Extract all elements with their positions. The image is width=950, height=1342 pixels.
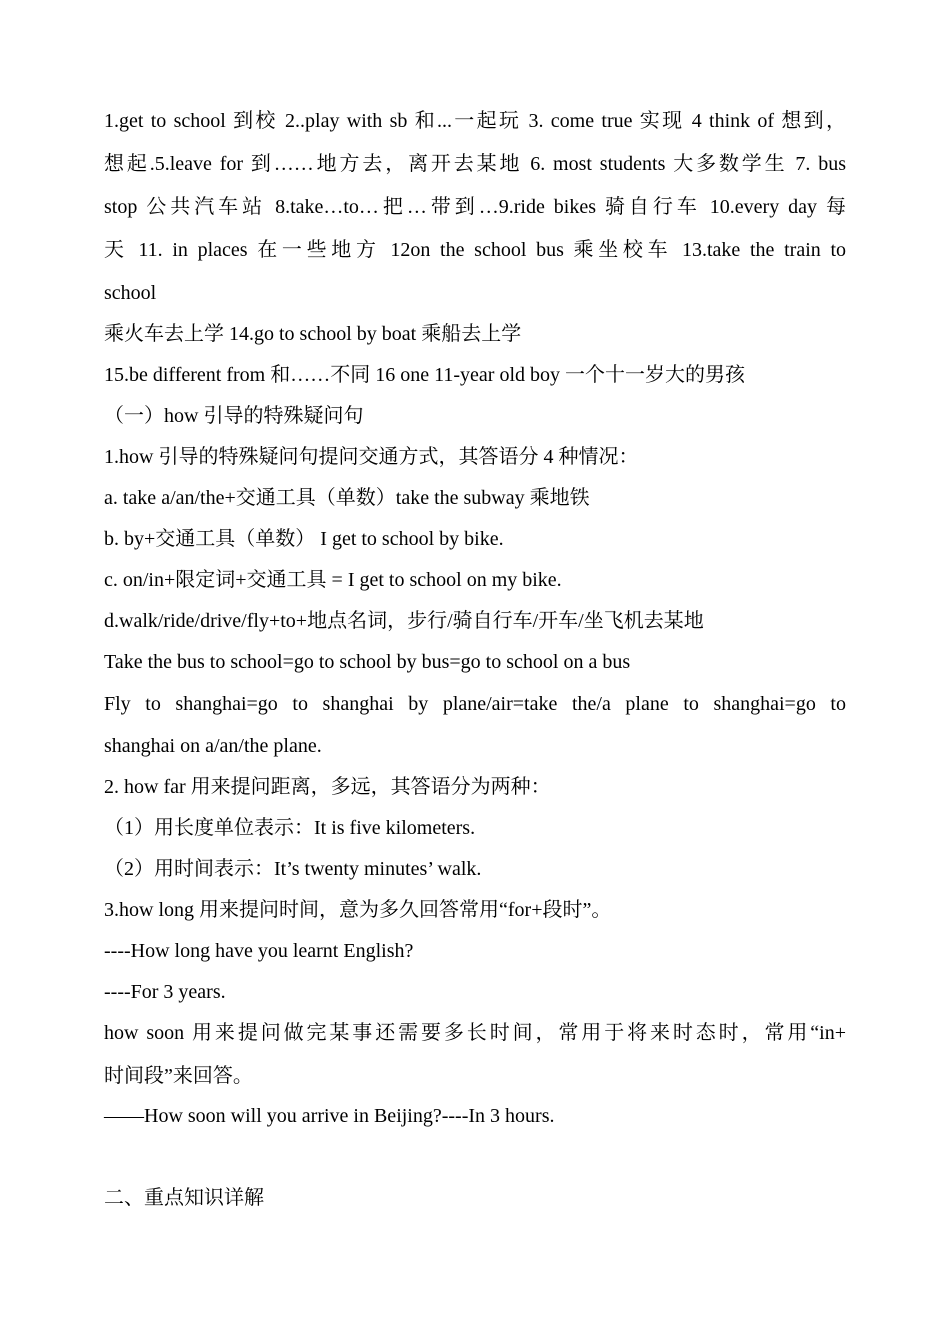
- how-long-answer: ----For 3 years.: [104, 981, 226, 1003]
- example-plane-1: Fly to shanghai=go to shanghai by plane/air=take the/a plane to shanghai=go to: [104, 693, 846, 715]
- how-far-answer-1: （1）用长度单位表示：It is five kilometers.: [104, 817, 476, 839]
- vocab-line-5: school: [104, 282, 157, 304]
- vocab-line-7: 15.be different from 和……不同 16 one 11-year old boy 一个十一岁大的男孩: [104, 364, 746, 386]
- how-soon-example: ——How soon will you arrive in Beijing?----In 3 hours.: [104, 1105, 555, 1127]
- how-far-answer-2: （2）用时间表示：It’s twenty minutes’ walk.: [104, 858, 482, 880]
- vocab-line-2: 想起.5.leave for 到……地方去，离开去某地 6. most students 大多数学生 7. bus: [104, 153, 846, 175]
- rule-b: b. by+交通工具（单数） I get to school by bike.: [104, 528, 504, 550]
- section-heading-key-points: 二、重点知识详解: [104, 1187, 264, 1209]
- how-far-intro: 2. how far 用来提问距离，多远，其答语分为两种：: [104, 776, 551, 798]
- vocab-line-3: stop 公共汽车站 8.take…to…把…带到…9.ride bikes 骑自行车 10.every day 每: [104, 196, 846, 218]
- how-long-question: ----How long have you learnt English?: [104, 940, 414, 962]
- section-heading-how: （一）how 引导的特殊疑问句: [104, 405, 364, 427]
- vocab-line-4: 天 11. in places 在一些地方 12on the school bus 乘坐校车 13.take the train to: [104, 239, 846, 261]
- how-soon-intro-2: 时间段”来回答。: [104, 1065, 253, 1087]
- example-bus: Take the bus to school=go to school by bus=go to school on a bus: [104, 651, 631, 673]
- rule-c: c. on/in+限定词+交通工具 = I get to school on my bike.: [104, 569, 562, 591]
- how-long-intro: 3.how long 用来提问时间，意为多久回答常用“for+段时”。: [104, 899, 612, 921]
- example-plane-2: shanghai on a/an/the plane.: [104, 735, 322, 757]
- vocab-line-6: 乘火车去上学 14.go to school by boat 乘船去上学: [104, 323, 522, 345]
- how-transport-intro: 1.how 引导的特殊疑问句提问交通方式，其答语分 4 种情况：: [104, 446, 639, 468]
- rule-a: a. take a/an/the+交通工具（单数）take the subway 乘地铁: [104, 487, 590, 509]
- vocab-line-1: 1.get to school 到校 2..play with sb 和...一起玩 3. come true 实现 4 think of 想到，: [104, 110, 846, 132]
- rule-d: d.walk/ride/drive/fly+to+地点名词，步行/骑自行车/开车/坐飞机去某地: [104, 610, 704, 632]
- how-soon-intro-1: how soon 用来提问做完某事还需要多长时间，常用于将来时态时，常用“in+: [104, 1022, 846, 1044]
